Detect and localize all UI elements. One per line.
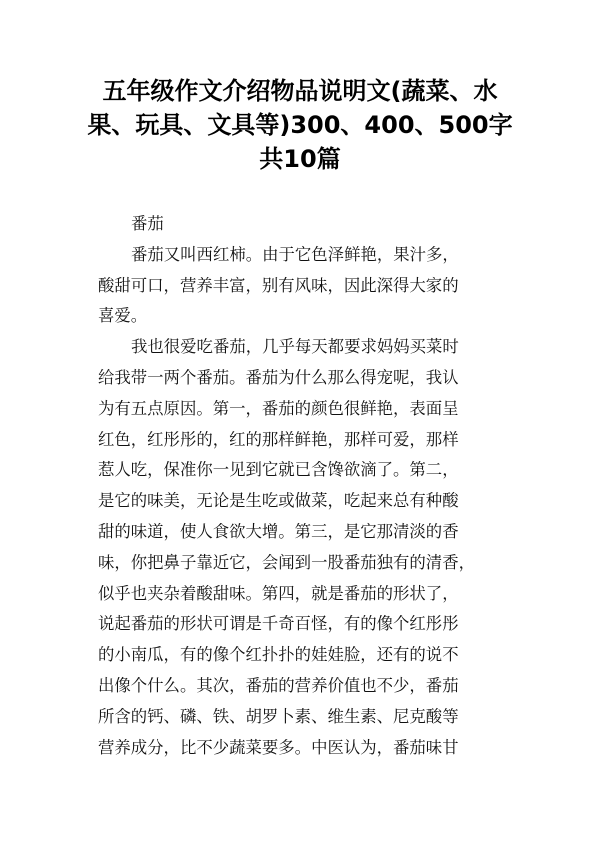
text-line: 红色，红彤彤的，红的那样鲜艳，那样可爱，那样 xyxy=(98,429,459,449)
text-line: 惹人吃，保准你一见到它就已含馋欲滴了。第二， xyxy=(98,460,459,480)
text-line: 为有五点原因。第一，番茄的颜色很鲜艳，表面呈 xyxy=(98,398,459,418)
text-line: 番茄又叫西红柿。由于它色泽鲜艳，果汁多， xyxy=(131,244,459,264)
text-line: 似乎也夹杂着酸甜味。第四，就是番茄的形状了， xyxy=(98,583,459,603)
text-line: 我也很爱吃番茄，几乎每天都要求妈妈买菜时 xyxy=(131,337,459,357)
text-line: 的小南瓜，有的像个红扑扑的娃娃脸，还有的说不 xyxy=(98,645,459,665)
text-line: 所含的钙、磷、铁、胡罗卜素、维生素、尼克酸等 xyxy=(98,706,459,726)
paragraph-1 xyxy=(98,240,518,332)
section-heading: 番茄 xyxy=(131,214,164,233)
text-line: 出像个什么。其次，番茄的营养价值也不少，番茄 xyxy=(98,675,459,695)
title-line: 五年级作文介绍物品说明文(蔬菜、水 xyxy=(102,77,498,105)
text-line: 甜的味道，使人食欲大增。第三，是它那清淡的香 xyxy=(98,521,459,541)
text-line: 是它的味美，无论是生吃或做菜，吃起来总有种酸 xyxy=(98,491,459,511)
paragraph-2 xyxy=(98,332,518,763)
text-line: 说起番茄的形状可谓是千奇百怪，有的像个红彤彤 xyxy=(98,614,459,634)
text-line: 酸甜可口，营养丰富，别有风味，因此深得大家的 xyxy=(98,275,459,295)
title-line: 果、玩具、文具等)300、400、500字 xyxy=(87,111,513,139)
text-line: 给我带一两个番茄。番茄为什么那么得宠呢，我认 xyxy=(98,367,459,387)
text-line: 喜爱。 xyxy=(98,306,148,326)
document-title xyxy=(60,74,540,176)
text-line: 味，你把鼻子靠近它，会闻到一股番茄独有的清香， xyxy=(98,552,475,572)
text-line: 营养成分，比不少蔬菜要多。中医认为，番茄味甘 xyxy=(98,737,459,757)
title-line: 共10篇 xyxy=(259,145,341,173)
document-body xyxy=(98,209,518,763)
